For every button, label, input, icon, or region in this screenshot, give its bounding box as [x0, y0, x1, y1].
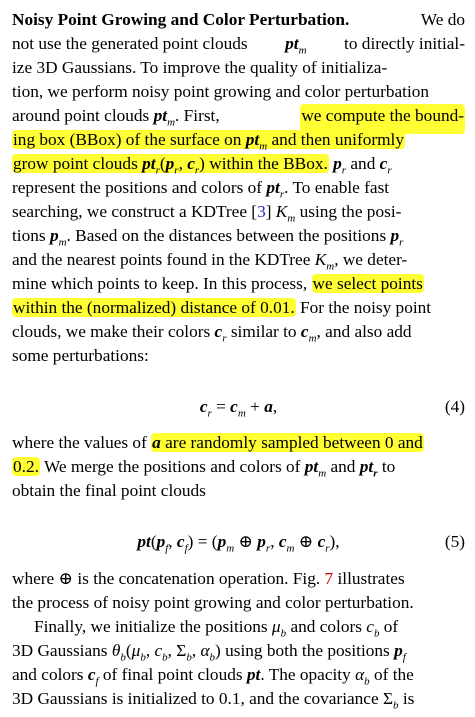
- paragraph-line-24: 3D Gaussians is initialized to 0.1, and the covariance $\Sigma_b$ is: [12, 689, 415, 712]
- paragraph-line-8: represent the positions and colors of $pt_r$. To enable fast: [12, 178, 390, 201]
- paragraph-line-1: Noisy Point Growing and Color Perturbation. We do: [12, 8, 465, 32]
- paragraph-line-10: tions $p_m$. Based on the distances between the positions $p_r$: [12, 226, 404, 249]
- paragraph-line-9: searching, we construct a KDTree [3] $K_m$ using the posi-: [12, 202, 402, 225]
- citation-link[interactable]: 3: [257, 202, 266, 221]
- section-heading: Noisy Point Growing and Color Perturbation.: [12, 10, 350, 29]
- paragraph-line-12: mine which points to keep. In this process, we select points: [12, 274, 423, 293]
- paragraph-line-2: not use the generated point clouds $pt_m$ to directly initial-: [12, 32, 465, 62]
- paragraph-line-4: tion, we perform noisy point growing and color perturbation: [12, 82, 430, 101]
- paragraph-line-13: within the (normalized) distance of 0.01. For the noisy point: [13, 298, 432, 317]
- paragraph-line-21: Finally, we initialize the positions $\mu_b$ and colors $c_b$ of: [34, 617, 399, 640]
- figure-link[interactable]: 7: [324, 569, 334, 588]
- paragraph-line-17: 0.2. We merge the positions and colors of $pt_m$ and $pt_r$ to: [13, 457, 396, 480]
- paper-page: Noisy Point Growing and Color Perturbation. We do not use the generated point clouds $pt_m$ to directly initial- ize 3D Gaussians. To improve the quality of initializa- tion, we perform noisy point growing and color perturbation around point clouds $pt_m$. First, we compute the bound- ing box (BBox) of the surface on $pt_m$ and then uniformly grow point clouds $pt_r(p_r$, $c_r$) within the BBox. $p_r$ and $c_r$ represent the positions and colors of $pt_r$. To enable fast searching, we construct a KDTree [3] $K_m$ using the posi- tions $p_m$. Based on the distances between the positions $p_r$ and the nearest points found in the KDTree $K_m$, we deter- mine which points to keep. In this process, we select points within the (normalized) distance of 0.01. For the noisy point clouds, we make their colors $c_r$ similar to $c_m$, and also add some perturbations: $c_r = c_m + a$, (4) where the values of a are randomly sampled between 0 and 0.2. We merge the positions and colors of $pt_m$ and $pt_r$ to obtain the final point clouds $pt(p_f$, $c_f) = (p_m$ ⊕ $p_r$, $c_m$ ⊕ $c_r$), (5) where ⊕ is the concatenation operation. Fig. 7 illustrates the process of noisy point growing and color perturbation. Finally, we initialize the positions $\mu_b$ and colors $c_b$ of 3D Gaussians $\theta_b(\mu_b$, $c_b$, $\Sigma_b$, $\alpha_b$) using both the positions $p_f$ and colors $c_f$ of final point clouds pt. The opacity $\alpha_b$ of the 3D Gaussians is initialized to 0.1, and the covariance $\Sigma_b$ is: [0, 0, 475, 711]
- paragraph-line-20: the process of noisy point growing and color perturbation.: [12, 593, 414, 612]
- paragraph-line-3: ize 3D Gaussians. To improve the quality of initializa-: [12, 58, 388, 77]
- highlight-distance-1: we select points: [312, 274, 423, 293]
- paragraph-line-22: 3D Gaussians $\theta_b(\mu_b$, $c_b$, $\Sigma_b$, $\alpha_b$) using both the positions $p_f$: [12, 641, 406, 664]
- highlight-bbox-1: we compute the bound-: [300, 104, 465, 134]
- paragraph-line-14: clouds, we make their colors $c_r$ similar to $c_m$, and also add: [12, 322, 412, 345]
- paragraph-line-23: and colors $c_f$ of final point clouds pt. The opacity $\alpha_b$ of the: [12, 665, 414, 688]
- paragraph-line-16: where the values of a are randomly sampled between 0 and: [12, 433, 423, 452]
- paragraph-line-5: around point clouds $pt_m$. First, we compute the bound-: [12, 104, 465, 134]
- paragraph-line-15: some perturbations:: [12, 346, 149, 365]
- highlight-distance-2: within the (normalized) distance of 0.01.: [13, 298, 295, 317]
- paragraph-line-7: grow point clouds $pt_r(p_r$, $c_r$) within the BBox. $p_r$ and $c_r$: [13, 154, 392, 177]
- paragraph-line-19: where ⊕ is the concatenation operation. Fig. 7 illustrates: [12, 569, 405, 588]
- math-pt-m: $pt_m$: [285, 34, 307, 57]
- highlight-random-1: a are randomly sampled between 0 and: [152, 433, 423, 452]
- equation-number: (5): [444, 532, 465, 551]
- highlight-bbox-2: ing box (BBox) of the surface on $pt_m$ and then uniformly: [13, 130, 404, 153]
- highlight-random-2: 0.2.: [13, 457, 39, 476]
- paragraph-line-18: obtain the final point clouds: [12, 481, 206, 500]
- paragraph-line-11: and the nearest points found in the KDTree $K_m$, we deter-: [12, 250, 408, 273]
- highlight-bbox-3: grow point clouds $pt_r(p_r$, $c_r$) within the BBox.: [13, 154, 328, 177]
- equation-number: (4): [444, 397, 465, 416]
